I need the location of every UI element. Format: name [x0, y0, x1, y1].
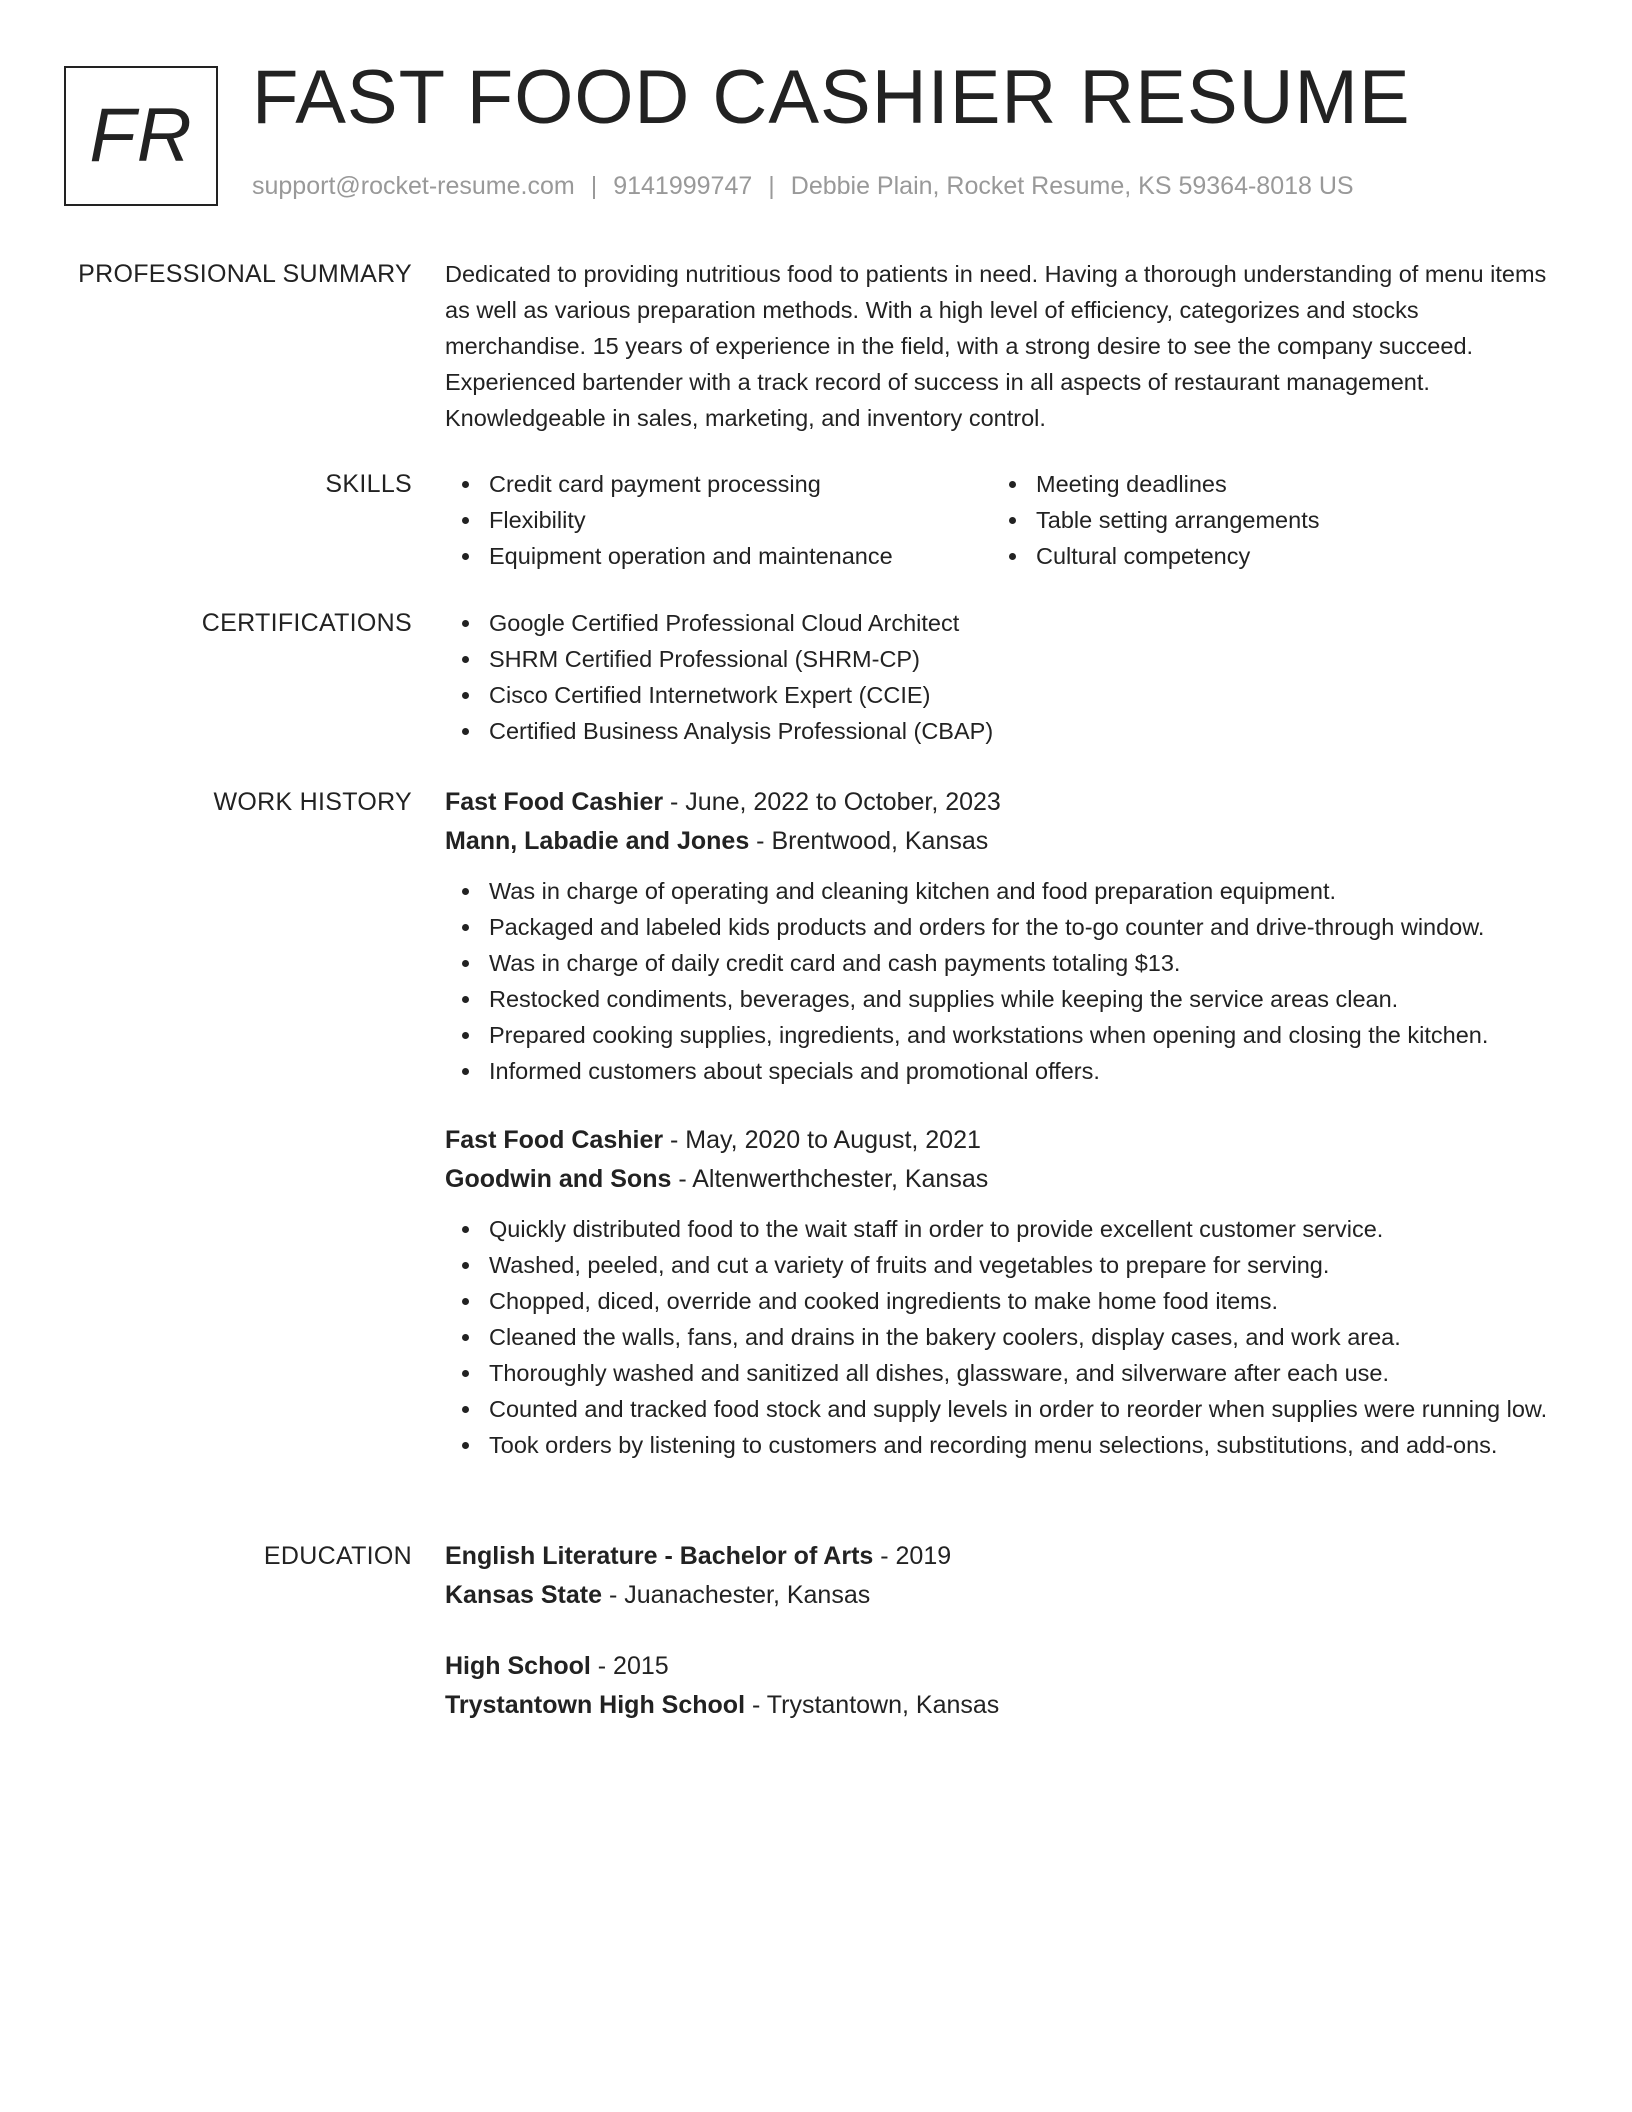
certification-item: Certified Business Analysis Professional (CBAP): [445, 713, 1565, 749]
job-entry: [445, 1121, 1565, 1463]
job-duties-list: [445, 1211, 1565, 1463]
contact-address: Debbie Plain, Rocket Resume, KS 59364-8018 US: [790, 172, 1354, 200]
job-title-line: [445, 1121, 1565, 1160]
job-duty-item: Packaged and labeled kids products and orders for the to-go counter and drive-through window.: [445, 909, 1565, 945]
skill-item: Table setting arrangements: [992, 502, 1539, 538]
work-history-body: [445, 783, 1565, 1463]
job-duty-item: Quickly distributed food to the wait staff in order to provide excellent customer service.: [445, 1211, 1565, 1247]
section-label-certifications: CERTIFICATIONS: [201, 609, 412, 637]
job-duty-item: Took orders by listening to customers and recording menu selections, substitutions, and add-ons.: [445, 1427, 1565, 1463]
job-duty-item: Counted and tracked food stock and supply levels in order to reorder when supplies were running low.: [445, 1391, 1565, 1427]
job-title: Fast Food Cashier: [445, 1126, 664, 1154]
job-duty-item: Restocked condiments, beverages, and supplies while keeping the service areas clean.: [445, 981, 1565, 1017]
education-degree: High School: [445, 1652, 591, 1680]
monogram-badge: [64, 66, 218, 206]
job-duty-item: Washed, peeled, and cut a variety of fruits and vegetables to prepare for serving.: [445, 1247, 1565, 1283]
job-duty-item: Was in charge of daily credit card and cash payments totaling $13.: [445, 945, 1565, 981]
education-year: - 2019: [873, 1542, 952, 1570]
section-label-education: EDUCATION: [263, 1542, 412, 1570]
section-label-summary: PROFESSIONAL SUMMARY: [78, 260, 412, 288]
education-location: - Trystantown, Kansas: [745, 1691, 1000, 1719]
job-company: Mann, Labadie and Jones: [445, 827, 750, 855]
education-school-line: [445, 1686, 1565, 1725]
skill-item: Cultural competency: [992, 538, 1539, 574]
education-degree-line: [445, 1537, 1565, 1576]
education-degree: English Literature - Bachelor of Arts: [445, 1542, 874, 1570]
contact-separator: |: [590, 172, 598, 200]
contact-line: [252, 172, 1354, 201]
certification-item: Google Certified Professional Cloud Architect: [445, 605, 1565, 641]
job-duty-item: Chopped, diced, override and cooked ingredients to make home food items.: [445, 1283, 1565, 1319]
skills-column-2: [992, 466, 1539, 574]
certifications-body: [445, 605, 1565, 749]
job-duty-item: Thoroughly washed and sanitized all dishes, glassware, and silverware after each use.: [445, 1355, 1565, 1391]
job-location: - Brentwood, Kansas: [749, 827, 989, 855]
certification-item: Cisco Certified Internetwork Expert (CCIE): [445, 677, 1565, 713]
job-company-line: [445, 822, 1565, 861]
skill-item: Flexibility: [445, 502, 992, 538]
job-duty-item: Cleaned the walls, fans, and drains in the bakery coolers, display cases, and work area.: [445, 1319, 1565, 1355]
education-entry: [445, 1537, 1565, 1615]
education-degree-line: [445, 1647, 1565, 1686]
job-duty-item: Was in charge of operating and cleaning kitchen and food preparation equipment.: [445, 873, 1565, 909]
monogram-initials: FR: [89, 93, 193, 178]
education-body: [445, 1537, 1565, 1725]
job-duties-list: [445, 873, 1565, 1089]
job-title: Fast Food Cashier: [445, 788, 664, 816]
job-company: Goodwin and Sons: [445, 1165, 672, 1193]
job-duty-item: Informed customers about specials and promotional offers.: [445, 1053, 1565, 1089]
skill-item: Credit card payment processing: [445, 466, 992, 502]
resume-title: FAST FOOD CASHIER RESUME: [252, 55, 1411, 140]
contact-email[interactable]: support@rocket-resume.com: [252, 172, 575, 200]
education-school-line: [445, 1576, 1565, 1615]
summary-text: Dedicated to providing nutritious food to patients in need. Having a thorough understanding of menu items as well as various preparation methods. With a high level of efficiency, categorizes and stocks merchandise. 15 years of experience in the field, with a strong desire to see the company succeed. Experienced bartender with a track record of success in all aspects of restaurant management. Knowledgeable in sales, marketing, and inventory control.: [445, 261, 1547, 431]
contact-separator: |: [768, 172, 775, 200]
contact-phone[interactable]: 9141999747: [613, 172, 753, 200]
education-location: - Juanachester, Kansas: [602, 1581, 871, 1609]
skills-column-1: [445, 466, 992, 574]
job-dates: - May, 2020 to August, 2021: [663, 1126, 981, 1154]
certification-item: SHRM Certified Professional (SHRM-CP): [445, 641, 1565, 677]
skills-body: [445, 466, 1565, 574]
education-school: Kansas State: [445, 1581, 603, 1609]
job-location: - Altenwerthchester, Kansas: [671, 1165, 989, 1193]
education-school: Trystantown High School: [445, 1691, 746, 1719]
skill-item: Equipment operation and maintenance: [445, 538, 992, 574]
job-entry: [445, 783, 1565, 1089]
summary-body: [445, 256, 1565, 436]
certifications-list: [445, 605, 1565, 749]
job-company-line: [445, 1160, 1565, 1199]
section-label-work-history: WORK HISTORY: [213, 788, 412, 816]
education-year: - 2015: [590, 1652, 669, 1680]
education-entry: [445, 1647, 1565, 1725]
job-title-line: [445, 783, 1565, 822]
job-dates: - June, 2022 to October, 2023: [663, 788, 1001, 816]
job-duty-item: Prepared cooking supplies, ingredients, and workstations when opening and closing the kitchen.: [445, 1017, 1565, 1053]
section-label-skills: SKILLS: [325, 470, 412, 498]
skill-item: Meeting deadlines: [992, 466, 1539, 502]
